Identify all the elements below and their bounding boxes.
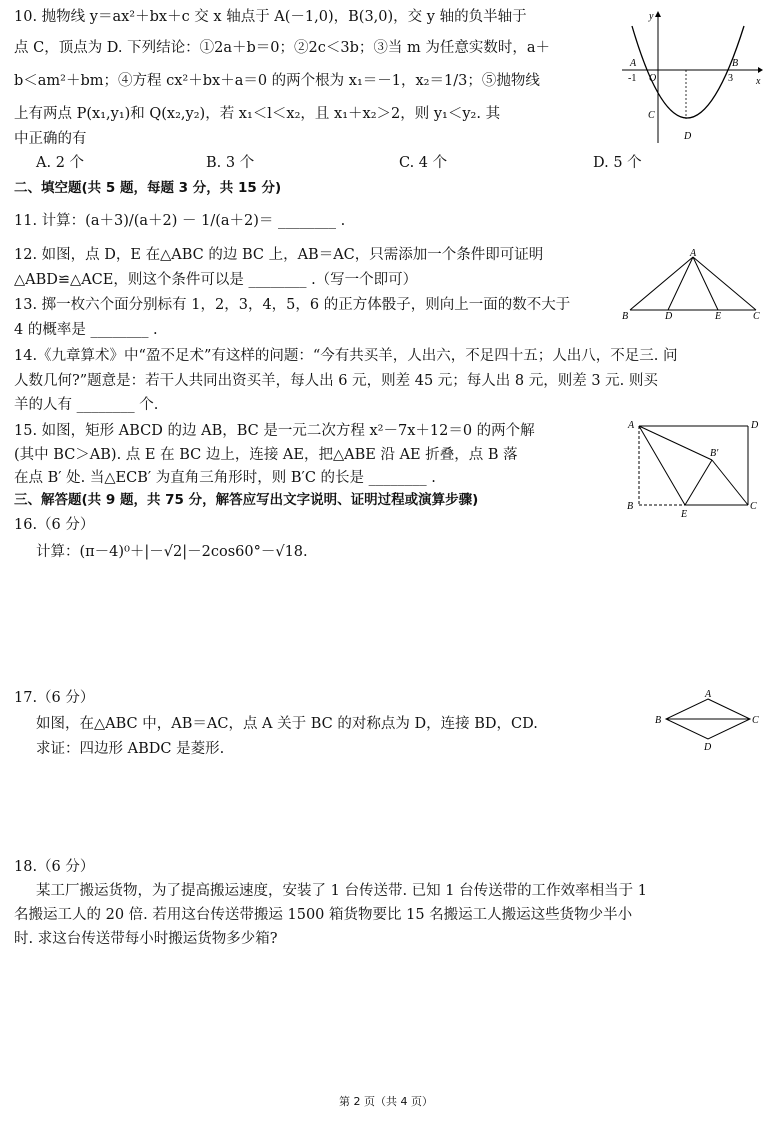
q18-head: 18.（6 分） bbox=[14, 859, 95, 875]
rhombus-d-label: D bbox=[704, 742, 712, 753]
q17-line-2: 求证：四边形 ABDC 是菱形. bbox=[36, 741, 225, 757]
point-d-label: D bbox=[684, 131, 692, 142]
rect-c-label: C bbox=[750, 501, 757, 512]
rect-bprime-label: B′ bbox=[710, 448, 719, 459]
q15-line-2: (其中 BC＞AB). 点 E 在 BC 边上，连接 AE，把△ABE 沿 AE 折叠，点 B 落 bbox=[14, 447, 518, 463]
rhombus-b-label: B bbox=[655, 715, 662, 726]
page-footer: 第 2 页（共 4 页） bbox=[339, 1095, 433, 1108]
tri-c-label: C bbox=[753, 311, 760, 320]
q18-line-2: 名搬运工人的 20 倍. 若用这台传送带搬运 1500 箱货物要比 15 名搬运工人搬运这些货物少半小 bbox=[14, 907, 633, 923]
q12-line-1: 12. 如图，点 D，E 在△ABC 的边 BC 上，AB＝AC，只需添加一个条件即可证明 bbox=[14, 247, 544, 263]
q13-line-1: 13. 掷一枚六个面分别标有 1，2，3，4，5，6 的正方体骰子，则向上一面的数不大于 bbox=[14, 297, 571, 313]
q11-text: 11. 计算：(a＋3)/(a＋2) － 1/(a＋2)＝ ________ . bbox=[14, 213, 346, 229]
section-2-heading: 二、填空题(共 5 题，每题 3 分，共 15 分) bbox=[14, 180, 282, 196]
rect-a-label: A bbox=[628, 420, 635, 431]
rhombus-a-label: A bbox=[705, 689, 712, 700]
rhombus-figure bbox=[650, 686, 766, 754]
tri-e-label: E bbox=[715, 311, 722, 320]
q18-line-3: 时. 求这台传送带每小时搬运货物多少箱? bbox=[14, 931, 278, 947]
q15-line-3: 在点 B′ 处. 当△ECB′ 为直角三角形时，则 B′C 的长是 ________ . bbox=[14, 470, 436, 486]
q14-line-2: 人数几何?”题意是：若干人共同出资买羊，每人出 6 元，则差 45 元；每人出 8 元，则差 3 元. 则买 bbox=[14, 373, 658, 389]
rhombus-c-label: C bbox=[752, 715, 759, 726]
three-label: 3 bbox=[728, 73, 733, 84]
q14-line-3: 羊的人有 ________ 个. bbox=[14, 397, 159, 413]
q10-line-2: 点 C，顶点为 D. 下列结论：①2a＋b＝0；②2c＜3b；③当 m 为任意实数时，a＋ bbox=[14, 40, 550, 56]
section-3-heading: 三、解答题(共 9 题，共 75 分，解答应写出文字说明、证明过程或演算步骤) bbox=[14, 492, 479, 508]
rect-b-label: B bbox=[627, 501, 634, 512]
q15-line-1: 15. 如图，矩形 ABCD 的边 AB，BC 是一元二次方程 x²－7x＋12＝0 的两个解 bbox=[14, 423, 535, 439]
q10-line-5: 中正确的有 bbox=[14, 131, 87, 147]
q10-option-a: A. 2 个 bbox=[36, 155, 85, 171]
tri-b-label: B bbox=[622, 311, 629, 320]
rectangle-fold-figure bbox=[622, 416, 768, 520]
q10-line-4: 上有两点 P(x₁,y₁)和 Q(x₂,y₂)，若 x₁＜l＜x₂，且 x₁＋x₂＞2，则 y₁＜y₂. 其 bbox=[14, 106, 501, 122]
point-a-label: A bbox=[630, 58, 637, 69]
q10-option-d: D. 5 个 bbox=[593, 155, 642, 171]
q17-head: 17.（6 分） bbox=[14, 690, 95, 706]
q16-head: 16.（6 分） bbox=[14, 517, 95, 533]
q14-line-1: 14.《九章算术》中“盈不足术”有这样的问题：“今有共买羊，人出六，不足四十五；人出八，不足三. 问 bbox=[14, 348, 678, 364]
q13-line-2: 4 的概率是 ________ . bbox=[14, 322, 158, 338]
minus-one-label: -1 bbox=[628, 73, 637, 84]
q18-line-1: 某工厂搬运货物，为了提高搬运速度，安装了 1 台传送带. 已知 1 台传送带的工作效率相当于 1 bbox=[36, 883, 647, 899]
parabola-figure bbox=[618, 8, 764, 148]
q17-line-1: 如图，在△ABC 中，AB＝AC，点 A 关于 BC 的对称点为 D，连接 BD，CD. bbox=[36, 716, 538, 732]
y-axis-label: y bbox=[649, 11, 654, 22]
rect-e-label: E bbox=[681, 509, 688, 520]
point-b-label: B bbox=[732, 58, 739, 69]
tri-a-label: A bbox=[690, 248, 697, 259]
q16-body: 计算：(π－4)⁰＋|－√2|－2cos60°－√18. bbox=[36, 544, 308, 560]
x-axis-label: x bbox=[756, 76, 761, 87]
q10-line-3: b＜am²＋bm；④方程 cx²＋bx＋a＝0 的两个根为 x₁＝－1，x₂＝1/3；⑤抛物线 bbox=[14, 73, 540, 89]
q10-option-c: C. 4 个 bbox=[399, 155, 448, 171]
rect-d-label: D bbox=[751, 420, 759, 431]
origin-label: O bbox=[649, 73, 657, 84]
tri-d-label: D bbox=[665, 311, 673, 320]
q12-line-2: △ABD≌△ACE，则这个条件可以是 ________ .（写一个即可） bbox=[14, 272, 418, 288]
q10-line-1: 10. 抛物线 y＝ax²＋bx＋c 交 x 轴点于 A(－1,0)，B(3,0)，交 y 轴的负半轴于 bbox=[14, 9, 527, 25]
triangle-abc-figure bbox=[620, 248, 766, 320]
q10-option-b: B. 3 个 bbox=[206, 155, 255, 171]
point-c-label: C bbox=[648, 110, 655, 121]
